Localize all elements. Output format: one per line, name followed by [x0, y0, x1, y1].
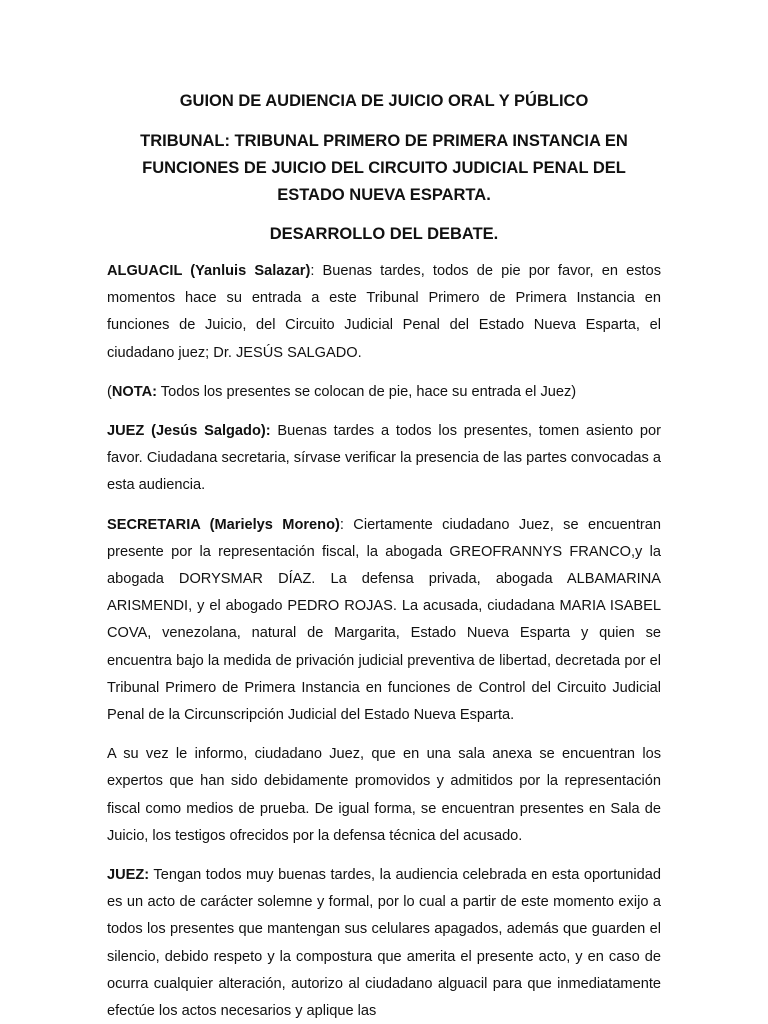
tribunal-heading: TRIBUNAL: TRIBUNAL PRIMERO DE PRIMERA INSTANCIA EN FUNCIONES DE JUICIO DEL CIRCUITO JUDICIAL PENAL DEL ESTADO NUEVA ESPARTA. — [140, 132, 628, 204]
paragraph-nota — [107, 379, 661, 406]
paragraph-juez-1 — [107, 418, 661, 500]
paragraph-secretaria — [107, 512, 661, 730]
document-title: GUION DE AUDIENCIA DE JUICIO ORAL Y PÚBLICO — [179, 92, 589, 110]
paragraph-text: Todos los presentes se colocan de pie, hace su entrada el Juez) — [157, 383, 577, 400]
paragraph-text: : Ciertamente ciudadano Juez, se encuentran presente por la representación fiscal, la abogada GREOFRANNYS FRANCO,y la abogada DORYSMAR DÍAZ. La defensa privada, abogada ALBAMARINA ARISMENDI, y el abogado PEDRO ROJAS. La acusada, ciudadana MARIA ISABEL COVA, venezolana, natural de Margarita, Estado Nueva Esparta y quien se encuentra bajo la medida de privación judicial preventiva de libertad, decretada por el Tribunal Primero de Primera Instancia en funciones de Control del Circuito Judicial Penal de la Circunscripción Judicial del Estado Nueva Esparta. — [107, 516, 661, 724]
section-heading: DESARROLLO DEL DEBATE. — [269, 225, 499, 243]
paragraph-informe — [107, 741, 661, 850]
open-paren: ( — [107, 383, 112, 400]
speaker-label: JUEZ (Jesús Salgado): — [107, 423, 271, 440]
paragraph-alguacil — [107, 258, 661, 367]
paragraph-text: Buenas tardes a todos los presentes, tomen asiento por favor. Ciudadana secretaria, sírvase verificar la presencia de las partes convocadas a esta audiencia. — [107, 423, 661, 494]
paragraph-juez-2 — [107, 862, 661, 1024]
paragraph-text: : Buenas tardes, todos de pie por favor, en estos momentos hace su entrada a este Tribunal Primero de Primera Instancia en funciones de Juicio, del Circuito Judicial Penal del Estado Nueva Esparta, el ciudadano juez; Dr. JESÚS SALGADO. — [107, 263, 661, 361]
speaker-label: JUEZ: — [107, 867, 150, 884]
paragraph-text: Tengan todos muy buenas tardes, la audiencia celebrada en esta oportunidad es un acto de carácter solemne y formal, por lo cual a partir de este momento exijo a todos los presentes que mantengan sus celulares apagados, además que guarden el silencio, debido respeto y la compostura que amerita el presente acto, y en caso de ocurra cualquier alteración, autorizo al ciudadano alguacil para que inmediatamente efectúe los actos necesarios y aplique las — [107, 867, 661, 1020]
nota-label: NOTA: — [111, 383, 157, 400]
paragraph-text: A su vez le informo, ciudadano Juez, que en una sala anexa se encuentran los expertos que han sido debidamente promovidos y admitidos por la representación fiscal como medios de prueba. De igual forma, se encuentran presentes en Sala de Juicio, los testigos ofrecidos por la defensa técnica del acusado. — [107, 746, 661, 844]
speaker-label: ALGUACIL (Yanluis Salazar) — [107, 263, 311, 279]
speaker-label: SECRETARIA (Marielys Moreno) — [107, 516, 340, 533]
